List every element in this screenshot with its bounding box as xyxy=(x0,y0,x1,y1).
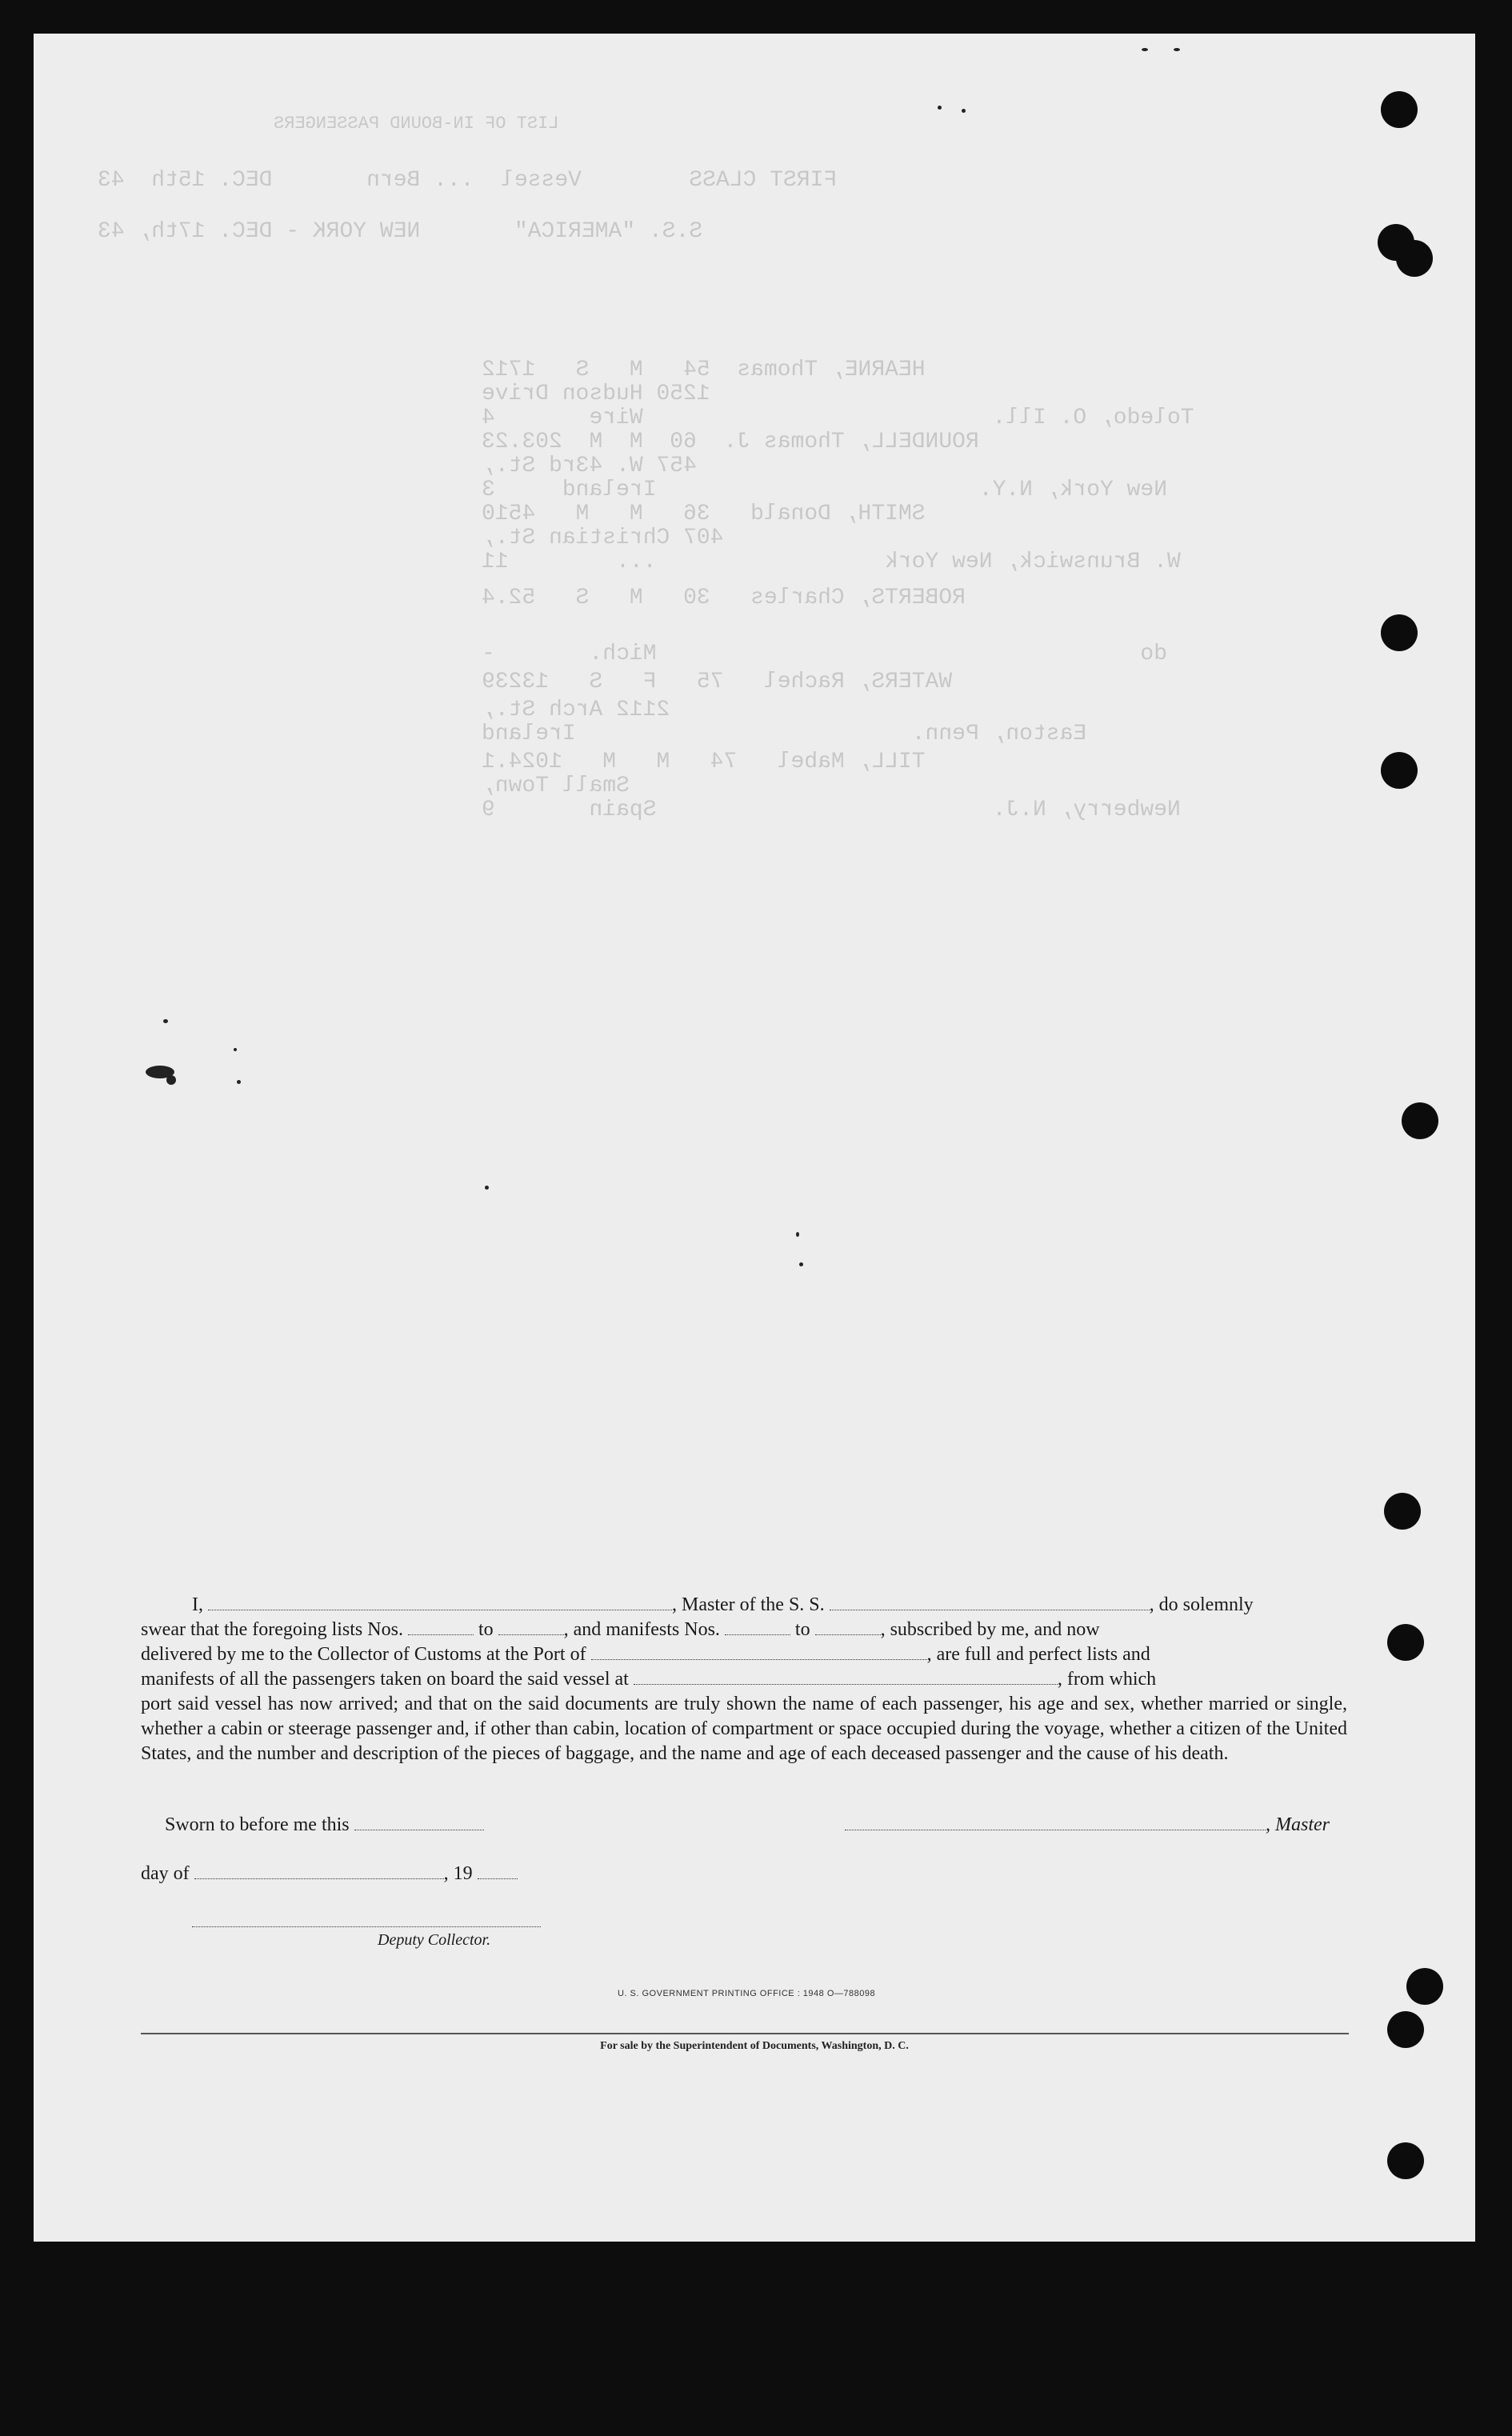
ink-speck xyxy=(485,1186,489,1190)
ghost-line: 2112 Arch St., xyxy=(482,698,670,722)
ghost-line: SMITH, Donald 36 M M 4510 xyxy=(482,502,926,526)
ink-speck xyxy=(166,1075,176,1085)
ghost-line: 1250 Hudson Drive xyxy=(482,382,710,406)
sworn-date-blank[interactable] xyxy=(354,1814,484,1830)
master-label: , Master xyxy=(1266,1814,1330,1835)
day-of-line xyxy=(141,1862,518,1885)
punch-hole xyxy=(1384,1493,1421,1530)
ghost-line: ROUNDELL, Thomas J. 60 M M 203.23 xyxy=(482,430,979,454)
year-label: , 19 xyxy=(443,1863,473,1884)
ghost-line: Easton, Penn. Ireland xyxy=(482,722,1087,746)
ghost-line: Toledo, O. Ill. Wire 4 xyxy=(482,406,1194,430)
ghost-line: TILL, Mabel 74 M M 1024.1 xyxy=(482,750,926,774)
ink-speck xyxy=(799,1262,803,1266)
punch-hole xyxy=(1406,1968,1443,2005)
departure-port-blank[interactable] xyxy=(634,1668,1058,1685)
oath-delivered: delivered by me to the Collector of Customs at the Port of xyxy=(141,1644,586,1665)
day-of-label: day of xyxy=(141,1863,190,1884)
month-blank[interactable] xyxy=(194,1862,444,1879)
bottom-rule xyxy=(141,2033,1349,2034)
sworn-label: Sworn to before me this xyxy=(165,1814,350,1835)
ghost-line: ROBERTS, Charles 30 M S 52.4 xyxy=(482,586,966,610)
printer-imprint: U. S. GOVERNMENT PRINTING OFFICE : 1948 O—788098 xyxy=(618,1989,876,1998)
manifest-from-blank[interactable] xyxy=(725,1618,790,1635)
oath-subscribed: , subscribed by me, and now xyxy=(880,1619,1100,1640)
ghost-line: 457 W. 43rd St., xyxy=(482,454,697,478)
ink-speck xyxy=(938,106,942,110)
punch-hole xyxy=(1381,752,1418,789)
punch-hole xyxy=(1387,1624,1424,1661)
ink-speck xyxy=(234,1048,237,1051)
master-name-blank[interactable] xyxy=(208,1594,672,1610)
sworn-line xyxy=(165,1814,484,1836)
list-from-blank[interactable] xyxy=(408,1618,474,1635)
for-sale-notice: For sale by the Superintendent of Documents, Washington, D. C. xyxy=(600,2040,909,2052)
ink-speck xyxy=(1142,48,1148,51)
ink-speck xyxy=(1174,48,1180,51)
oath-swear: swear that the foregoing lists Nos. xyxy=(141,1619,403,1640)
form-page xyxy=(34,34,1475,2242)
ghost-line: S.S. "AMERICA" NEW YORK - DEC. 17th, 43 xyxy=(98,219,703,244)
punch-hole xyxy=(1387,2142,1424,2179)
manifest-to-blank[interactable] xyxy=(815,1618,881,1635)
punch-hole xyxy=(1381,91,1418,128)
oath-to-2: to xyxy=(794,1619,810,1640)
oath-master-of: , Master of the S. S. xyxy=(672,1594,825,1615)
oath-manifests-all: manifests of all the passengers taken on board the said vessel at xyxy=(141,1669,629,1690)
oath-to-1: to xyxy=(478,1619,494,1640)
vessel-name-blank[interactable] xyxy=(830,1594,1150,1610)
ghost-line: Small Town, xyxy=(482,774,630,798)
year-blank[interactable] xyxy=(478,1862,518,1879)
oath-paragraph xyxy=(141,1593,1347,1766)
list-to-blank[interactable] xyxy=(498,1618,564,1635)
oath-and-manifests: , and manifests Nos. xyxy=(563,1619,720,1640)
oath-body: port said vessel has now arrived; and that on the said documents are truly shown the name of each passenger, his age and sex, whether married or single, whether a cabin or steerage passenger and, if other than cabin, location of compartment or space occupied during the voyage, whether a citizen of the United States, and the number and description of the pieces of baggage, and the name and age of each deceased passenger and the cause of his death. xyxy=(141,1694,1347,1764)
punch-hole xyxy=(1387,2011,1424,2048)
port-blank[interactable] xyxy=(591,1643,927,1660)
ghost-line: do Mich. - xyxy=(482,642,1167,666)
punch-hole xyxy=(1402,1102,1438,1139)
ghost-line: W. Brunswick, New York ... 11 xyxy=(482,550,1181,574)
ghost-line: WATERS, Rachel 75 F S 13239 xyxy=(482,670,953,694)
ghost-line: Newberry, N.J. Spain 9 xyxy=(482,798,1181,822)
deputy-collector-label: Deputy Collector. xyxy=(378,1931,491,1949)
master-signature-line xyxy=(845,1814,1330,1836)
ghost-line: New York, N.Y. Ireland 3 xyxy=(482,478,1167,502)
oath-do-solemnly: , do solemnly xyxy=(1149,1594,1254,1615)
deputy-signature-rule xyxy=(192,1926,541,1927)
oath-are-full: , are full and perfect lists and xyxy=(926,1644,1150,1665)
ghost-line: 407 Christian St., xyxy=(482,526,724,550)
ink-speck xyxy=(163,1019,168,1023)
ghost-line: FIRST CLASS Vessel ... Bern DEC. 15th 43 xyxy=(98,168,838,193)
punch-hole xyxy=(1396,240,1433,277)
master-signature-blank[interactable] xyxy=(845,1814,1266,1830)
oath-from-which: , from which xyxy=(1057,1669,1157,1690)
ink-speck xyxy=(962,109,966,113)
ghost-header: LIST OF IN-BOUND PASSENGERS xyxy=(274,114,559,134)
punch-hole xyxy=(1381,614,1418,651)
ghost-line: HEARNE, Thomas 54 M S 1712 xyxy=(482,358,926,382)
ink-speck xyxy=(237,1080,241,1084)
oath-i: I, xyxy=(192,1594,203,1615)
ink-speck xyxy=(796,1232,799,1237)
